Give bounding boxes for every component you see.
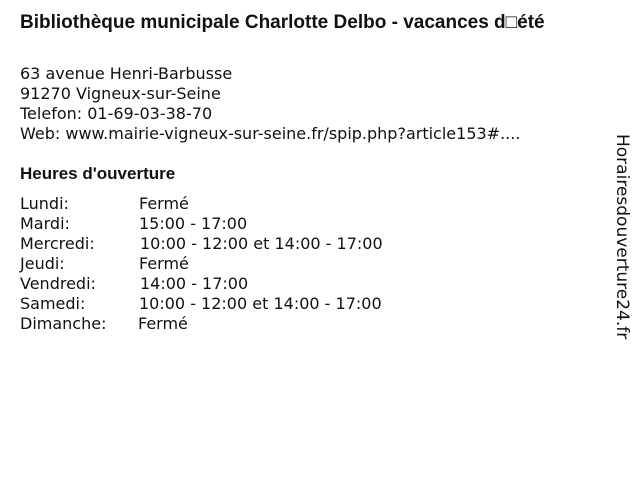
time-value: 10:00 - 12:00 et 14:00 - 17:00: [139, 294, 382, 313]
time-value: 14:00 - 17:00: [140, 274, 249, 293]
time-value: Fermé: [139, 254, 189, 273]
time-value: 10:00 - 12:00 et 14:00 - 17:00: [140, 234, 383, 253]
day-label: Samedi:: [20, 294, 86, 313]
address-block: [20, 64, 520, 144]
street-address: 63 avenue Henri-Barbusse: [20, 64, 233, 83]
day-label: Dimanche:: [20, 314, 107, 333]
hours-heading: Heures d'ouverture: [20, 164, 176, 183]
watermark-text: Horairesdouverture24.fr: [612, 134, 632, 340]
day-label: Mercredi:: [20, 234, 95, 253]
page-title: Bibliothèque municipale Charlotte Delbo - vacances d□été: [20, 12, 545, 33]
time-value: Fermé: [138, 314, 188, 333]
day-label: Lundi:: [20, 194, 69, 213]
time-value: 15:00 - 17:00: [139, 214, 248, 233]
day-label: Jeudi:: [20, 254, 65, 273]
website-link[interactable]: Web: www.mairie-vigneux-sur-seine.fr/spip.php?article153#....: [20, 124, 521, 143]
phone-number: Telefon: 01-69-03-38-70: [20, 104, 213, 123]
city-address: 91270 Vigneux-sur-Seine: [20, 84, 221, 103]
time-value: Fermé: [139, 194, 189, 213]
day-label: Mardi:: [20, 214, 70, 233]
day-label: Vendredi:: [20, 274, 96, 293]
